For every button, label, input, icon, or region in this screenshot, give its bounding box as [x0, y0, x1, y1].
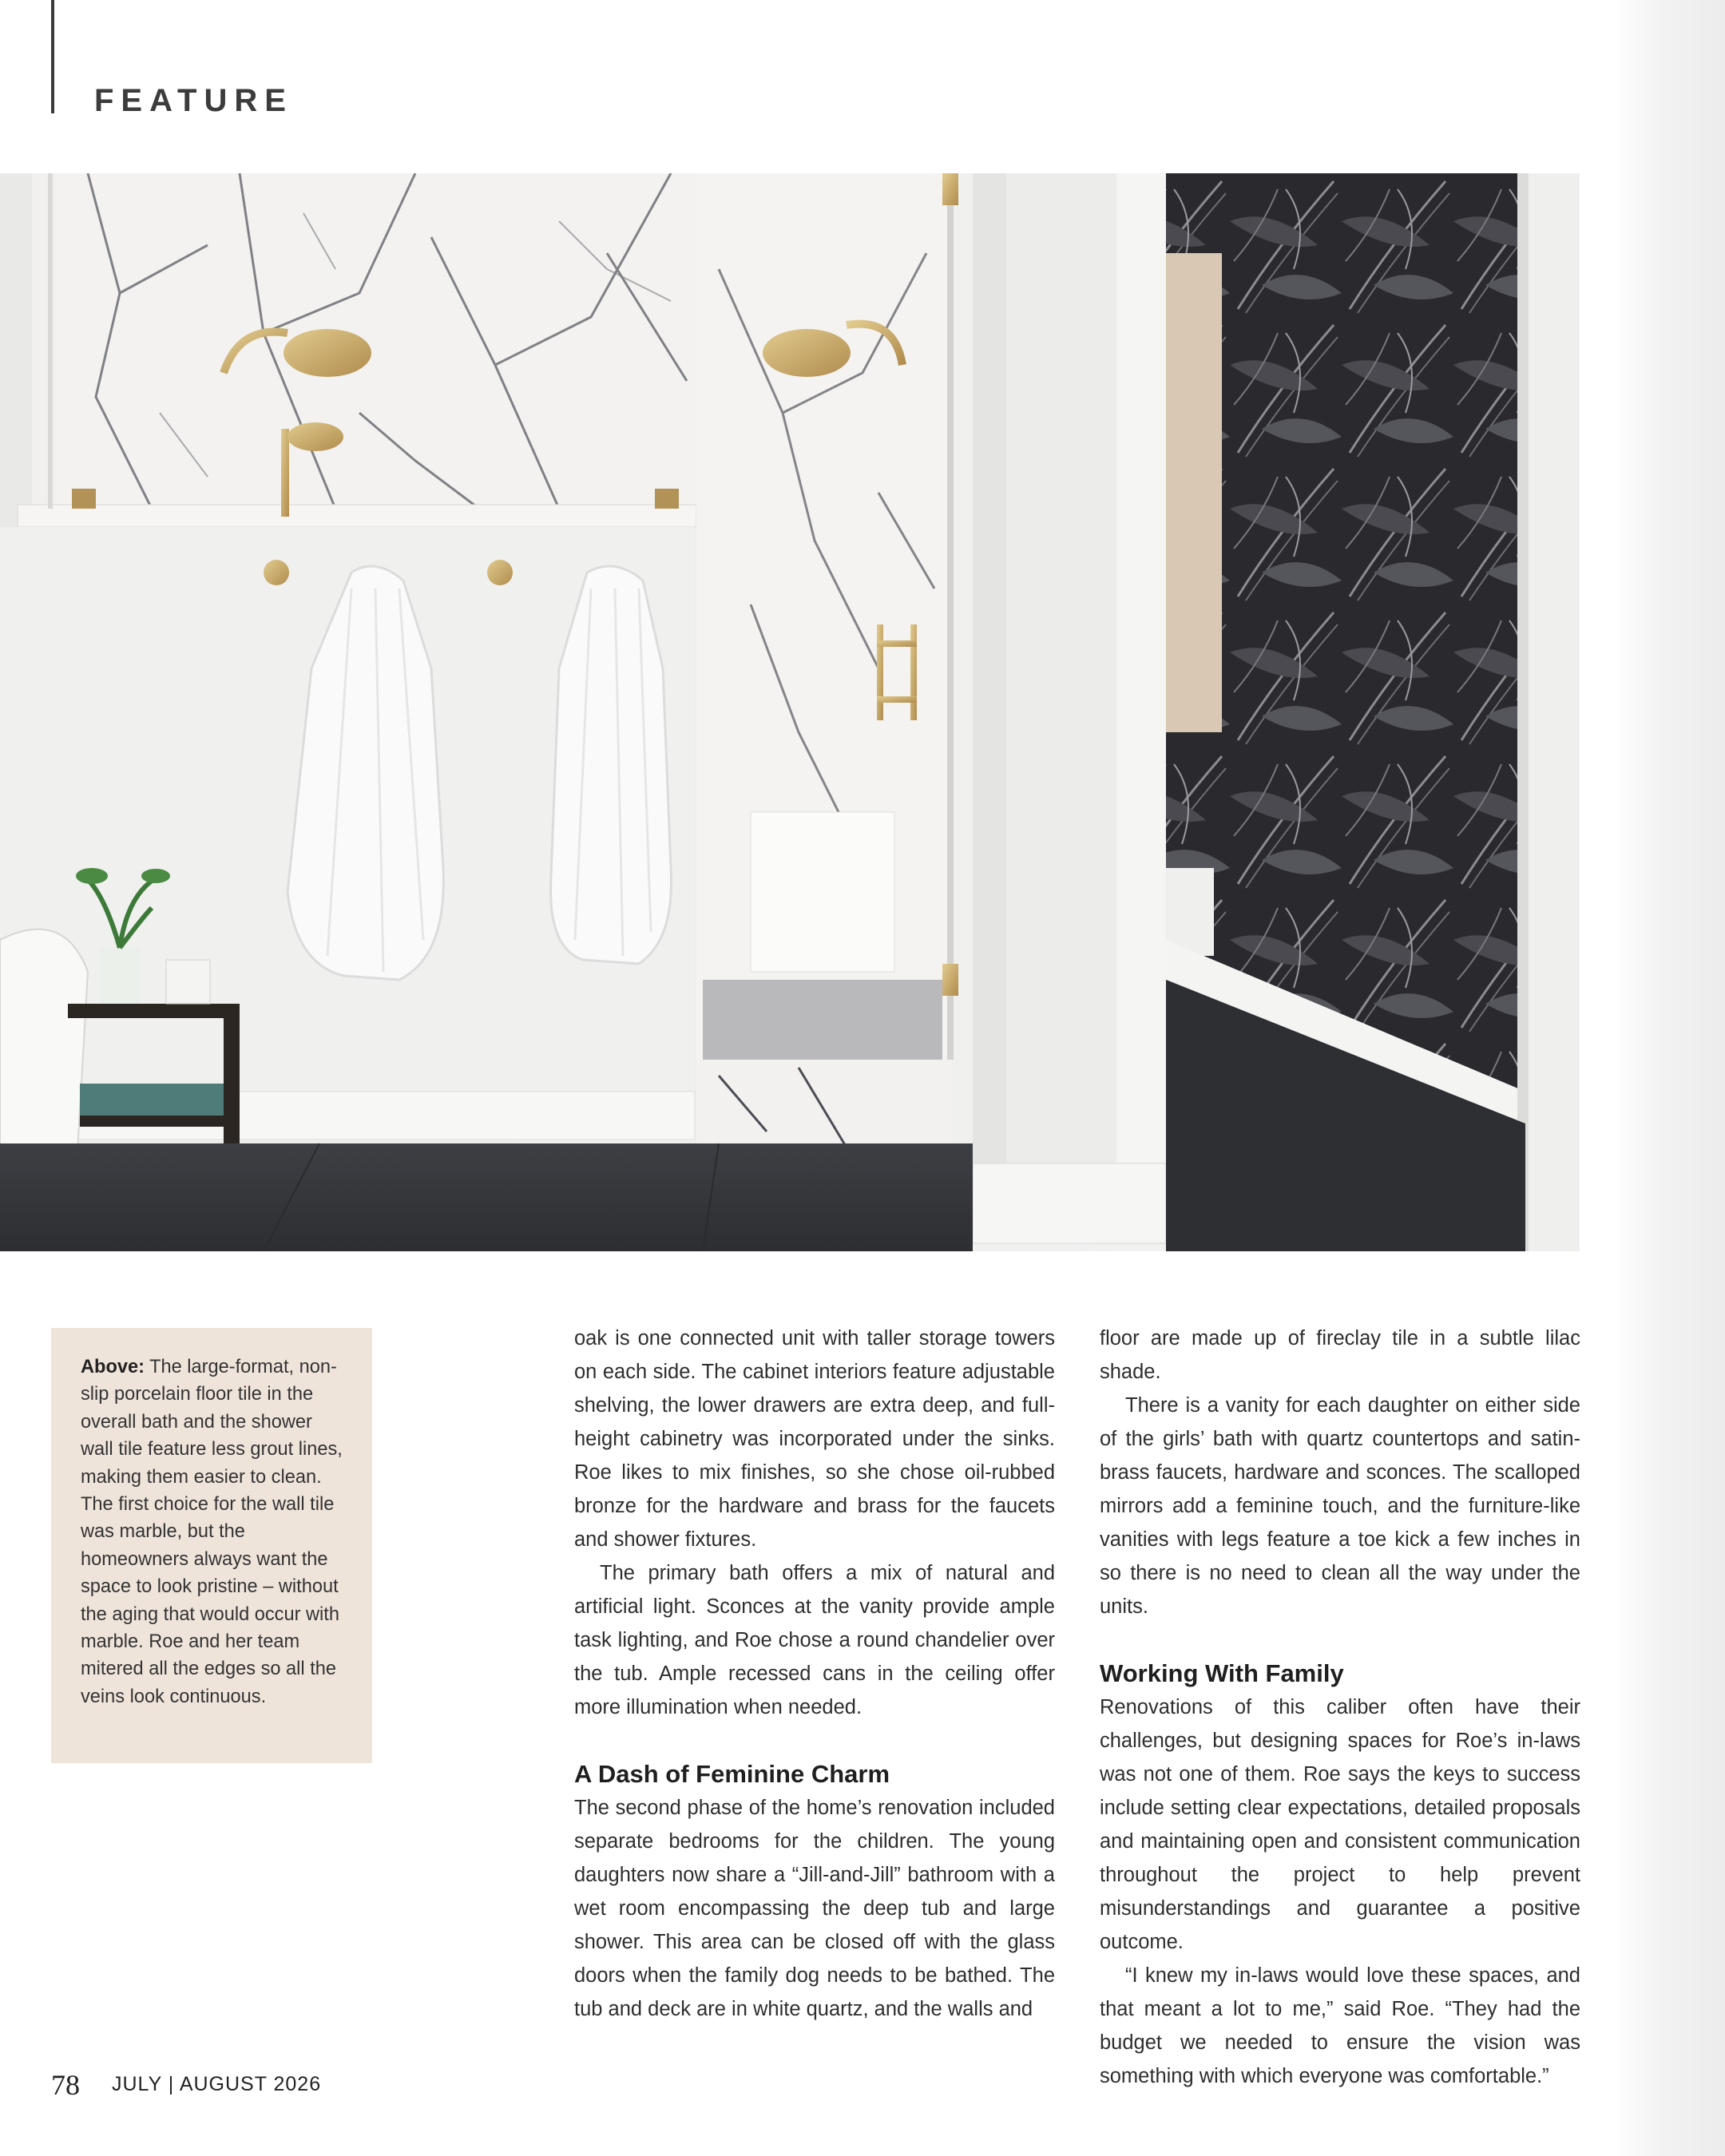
page-number: 78 [51, 2069, 80, 2101]
article-column-right [1100, 1322, 1580, 2093]
paragraph: “I knew my in-laws would love these spaces, and that meant a lot to me,” said Roe. “They had the budget we needed to ensure the vision was something with which everyone was comfortable.” [1100, 1964, 1580, 2087]
paragraph: The primary bath offers a mix of natural and artificial light. Sconces at the vanity provide ample task lighting, and Roe chose a round chandelier over the tub. Ample recessed cans in the ceiling offer more illumination when needed. [574, 1562, 1055, 1718]
paragraph: floor are made up of fireclay tile in a subtle lilac shade. [1100, 1327, 1580, 1383]
section-rule [51, 0, 54, 113]
article-column-middle [574, 1322, 1055, 2026]
paragraph: The second phase of the home’s renovation included separate bedrooms for the children. The young daughters now share a “Jill-and-Jill” bathroom with a wet room encompassing the deep tub and large shower. This area can be closed off with the glass doors when the family dog needs to be bathed. The tub and deck are in white quartz, and the walls and [574, 1797, 1055, 2020]
paragraph: Renovations of this caliber often have their challenges, but designing spaces for Roe’s in-laws was not one of them. Roe says the keys to success include setting clear expectations, detailed proposals and maintaining open and consistent communication throughout the project to help prevent misunderstandings and guarantee a positive outcome. [1100, 1696, 1580, 1953]
bathroom-photo [0, 173, 1580, 1251]
caption-lead: Above: [81, 1357, 145, 1377]
page-gutter-shadow [1613, 0, 1725, 2156]
caption-body: The large-format, non-slip porcelain floor tile in the overall bath and the shower wall tile feature less grout lines, making them easier to clean. The first choice for the wall tile was marble, but the homeowners always want the space to look pristine – without the aging that would occur with marble. Roe and her team mitered all the edges so all the veins look continuous. [81, 1357, 343, 1707]
photo-caption [81, 1353, 345, 1710]
paragraph: There is a vanity for each daughter on either side of the girls’ bath with quartz countertops and satin-brass faucets, hardware and sconces. The scalloped mirrors add a feminine touch, and the furniture-like vanities with legs feature a toe kick a few inches in so there is no need to clean all the way under the units. [1100, 1394, 1580, 1618]
photo-caption-box [51, 1328, 372, 1763]
section-label: FEATURE [94, 83, 293, 118]
issue-date: JULY | AUGUST 2026 [112, 2073, 322, 2095]
paragraph: oak is one connected unit with taller storage towers on each side. The cabinet interiors feature adjustable shelving, the lower drawers are extra deep, and full-height cabinetry was incorporated under the sinks. Roe likes to mix finishes, so she chose oil-rubbed bronze for the hardware and brass for the faucets and shower fixtures. [574, 1327, 1055, 1551]
subheading-feminine-charm: A Dash of Feminine Charm [574, 1760, 890, 1788]
subheading-working-with-family: Working With Family [1100, 1659, 1344, 1687]
